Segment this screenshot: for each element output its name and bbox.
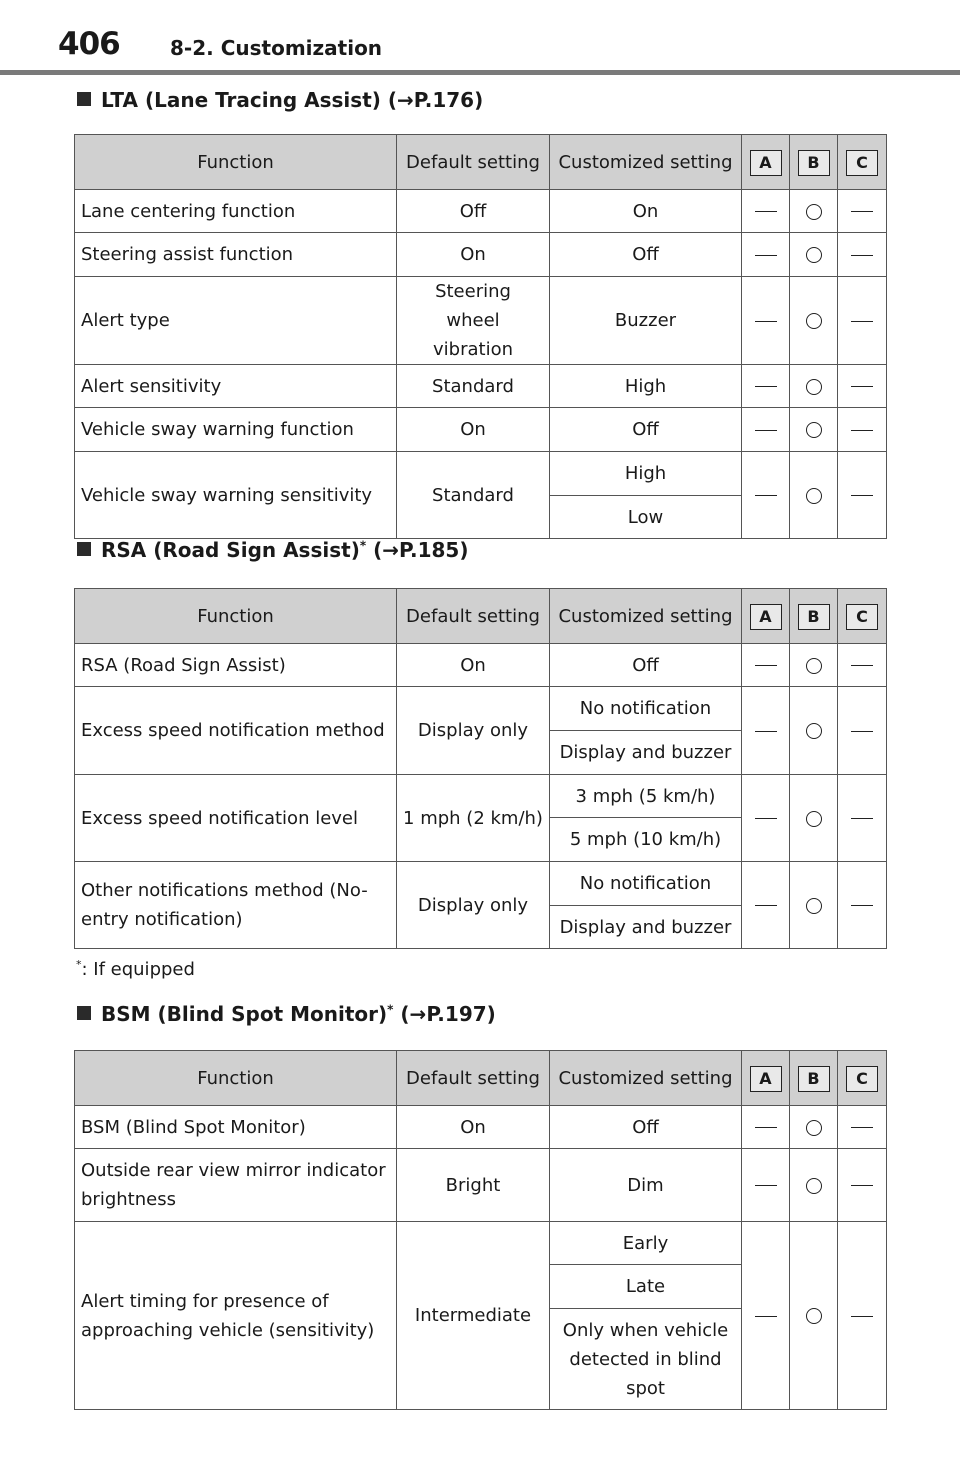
square-bullet-icon [77, 542, 91, 556]
dash-mark [742, 775, 790, 862]
dash-mark [742, 452, 790, 539]
table-row: RSA (Road Sign Assist) On Off [75, 644, 887, 687]
dash-mark [838, 408, 887, 452]
table-header-row [75, 1051, 887, 1106]
table-row: Display and buzzer [75, 906, 887, 949]
dash-mark [838, 1222, 887, 1410]
footnote: *: If equipped [76, 958, 195, 980]
dash-mark [742, 365, 790, 408]
square-bullet-icon [77, 92, 91, 106]
bsm-table [74, 1050, 887, 1410]
dash-mark [742, 1149, 790, 1222]
dash-mark [838, 1106, 887, 1149]
section-title: 8-2. Customization [170, 36, 383, 60]
column-header-custom: Customized setting [550, 589, 742, 644]
dash-mark [838, 862, 887, 949]
table-row: Alert timing for presence of approaching vehicle (sensitivity) Intermediate Early [75, 1222, 887, 1265]
lta-heading: LTA (Lane Tracing Assist) (→P.176) [77, 88, 483, 112]
table-row: Vehicle sway warning function On Off [75, 408, 887, 452]
table-row: 5 mph (10 km/h) [75, 818, 887, 862]
dash-mark [742, 644, 790, 687]
table-row: Low [75, 496, 887, 539]
dash-mark [742, 1106, 790, 1149]
table-row: Alert type Steering wheel vibration Buzzer [75, 277, 887, 365]
header-rule [0, 70, 960, 75]
table-row: Display and buzzer [75, 731, 887, 775]
dash-mark [742, 277, 790, 365]
table-row: Excess speed notification method Display only No notification [75, 687, 887, 731]
circle-mark [790, 408, 838, 452]
circle-mark [790, 644, 838, 687]
circle-mark [790, 452, 838, 539]
bsm-heading: BSM (Blind Spot Monitor)* (→P.197) [77, 1002, 496, 1026]
column-header-custom: Customized setting [550, 1051, 742, 1106]
circle-mark [790, 1106, 838, 1149]
column-header-custom: Customized setting [550, 135, 742, 190]
column-header-function: Function [75, 589, 397, 644]
circle-mark [790, 365, 838, 408]
column-header-default: Default setting [397, 1051, 550, 1106]
circle-mark [790, 277, 838, 365]
table-row: Steering assist function On Off [75, 233, 887, 277]
dash-mark [838, 1149, 887, 1222]
column-header-function: Function [75, 135, 397, 190]
dash-mark [742, 687, 790, 775]
table-row: Vehicle sway warning sensitivity Standard High [75, 452, 887, 496]
column-header-b: B [790, 1051, 838, 1106]
circle-mark [790, 1149, 838, 1222]
circle-mark [790, 862, 838, 949]
square-bullet-icon [77, 1006, 91, 1020]
dash-mark [742, 233, 790, 277]
column-header-default: Default setting [397, 589, 550, 644]
circle-mark [790, 687, 838, 775]
column-header-c: C [838, 135, 887, 190]
circle-mark [790, 1222, 838, 1410]
page-header [0, 0, 960, 76]
table-row: Excess speed notification level 1 mph (2 km/h) 3 mph (5 km/h) [75, 775, 887, 818]
column-header-b: B [790, 589, 838, 644]
dash-mark [742, 862, 790, 949]
table-row: Lane centering function Off On [75, 190, 887, 233]
circle-mark [790, 190, 838, 233]
dash-mark [742, 1222, 790, 1410]
column-header-default: Default setting [397, 135, 550, 190]
column-header-b: B [790, 135, 838, 190]
table-header-row [75, 135, 887, 190]
table-row: Alert sensitivity Standard High [75, 365, 887, 408]
dash-mark [838, 365, 887, 408]
circle-mark [790, 775, 838, 862]
table-row: Outside rear view mirror indicator brightness Bright Dim [75, 1149, 887, 1222]
table-row: Only when vehicle detected in blind spot [75, 1309, 887, 1410]
dash-mark [838, 687, 887, 775]
table-row: Late [75, 1265, 887, 1309]
rsa-table [74, 588, 887, 949]
dash-mark [742, 190, 790, 233]
column-header-a: A [742, 1051, 790, 1106]
column-header-function: Function [75, 1051, 397, 1106]
lta-table [74, 134, 887, 539]
column-header-a: A [742, 589, 790, 644]
dash-mark [838, 775, 887, 862]
column-header-c: C [838, 1051, 887, 1106]
column-header-c: C [838, 589, 887, 644]
table-header-row [75, 589, 887, 644]
dash-mark [838, 190, 887, 233]
table-row: Other notifications method (No-entry notification) Display only No notification [75, 862, 887, 906]
dash-mark [838, 233, 887, 277]
dash-mark [838, 277, 887, 365]
rsa-heading: RSA (Road Sign Assist)* (→P.185) [77, 538, 468, 562]
table-row: BSM (Blind Spot Monitor) On Off [75, 1106, 887, 1149]
circle-mark [790, 233, 838, 277]
dash-mark [838, 452, 887, 539]
page-number: 406 [58, 26, 120, 62]
dash-mark [838, 644, 887, 687]
dash-mark [742, 408, 790, 452]
column-header-a: A [742, 135, 790, 190]
